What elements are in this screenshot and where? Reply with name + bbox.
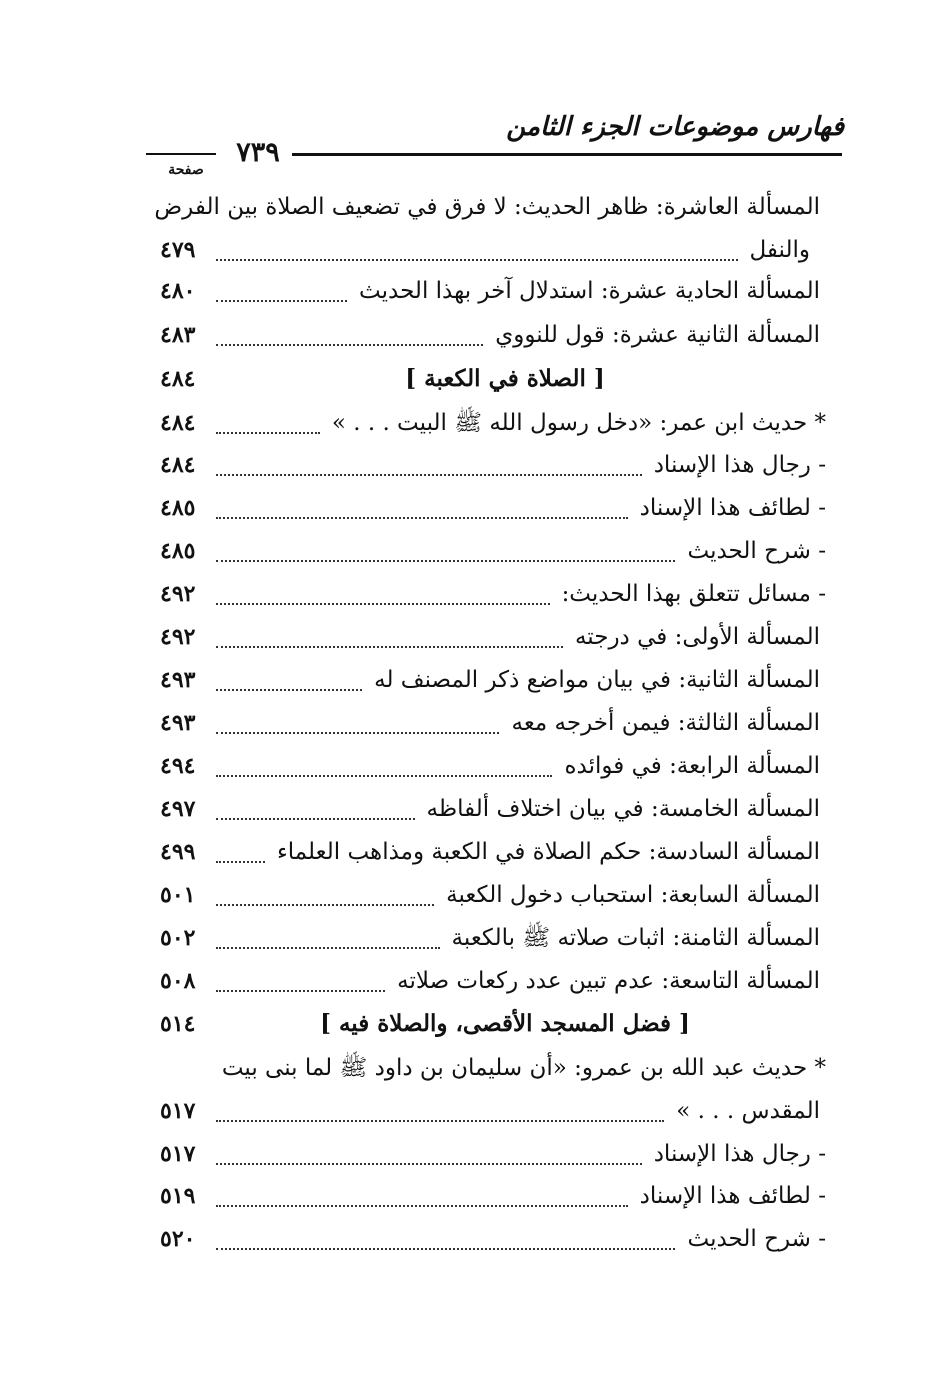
leader-dots — [216, 1163, 642, 1165]
toc-entry — [160, 1047, 850, 1089]
entry-page: ٥١٤ — [160, 1011, 196, 1037]
entry-page: ٥٠٢ — [160, 925, 196, 951]
toc-entry — [160, 229, 850, 271]
toc-entry — [160, 1175, 850, 1217]
leader-dots — [216, 517, 628, 519]
entry-title: - رجال هذا الإسناد — [653, 452, 826, 478]
leader-dots — [216, 1120, 664, 1122]
running-header-title: فهارس موضوعات الجزء الثامن — [506, 112, 844, 142]
leader-dots — [216, 689, 362, 691]
entry-page: ٤٨٠ — [160, 278, 196, 304]
entry-page: ٥٠٨ — [160, 968, 196, 994]
entry-page: ٤٨٥ — [160, 495, 196, 521]
entry-page: ٤٨٤ — [160, 410, 196, 436]
toc-entry — [160, 530, 850, 572]
leader-dots — [216, 861, 265, 863]
entry-title: المسألة الثانية: في بيان مواضع ذكر المصنف له — [374, 667, 820, 693]
entry-title: المسألة الثامنة: اثبات صلاته ﷺ بالكعبة — [451, 925, 820, 951]
entry-page: ٤٨٤ — [160, 452, 196, 478]
header-rule — [292, 153, 842, 156]
leader-dots — [216, 432, 320, 434]
toc-entry — [160, 960, 850, 1002]
entry-title: * حديث ابن عمر: «دخل رسول الله ﷺ البيت . . . » — [331, 410, 826, 436]
toc-entry — [160, 702, 850, 744]
entry-title: المقدس . . . » — [676, 1098, 820, 1124]
entry-title: المسألة الأولى: في درجته — [574, 624, 820, 650]
toc-entry — [160, 573, 850, 615]
toc-entry — [160, 487, 850, 529]
entry-page: ٤٨٣ — [160, 322, 196, 348]
toc-entry — [160, 444, 850, 486]
entry-title: - لطائف هذا الإسناد — [639, 1183, 826, 1209]
entry-title: * حديث عبد الله بن عمرو: «أن سليمان بن داود ﷺ لما بنى بيت — [221, 1055, 826, 1081]
toc-entry — [160, 659, 850, 701]
leader-dots — [216, 646, 563, 648]
leader-dots — [216, 818, 415, 820]
page-number: ٧٣٩ — [236, 137, 280, 168]
entry-page: ٤٩٩ — [160, 839, 196, 865]
toc-section-heading — [160, 358, 850, 400]
entry-page: ٤٨٤ — [160, 366, 196, 392]
leader-dots — [216, 1248, 675, 1250]
entry-title: - لطائف هذا الإسناد — [639, 495, 826, 521]
entry-page: ٤٩٢ — [160, 624, 196, 650]
toc-entry — [160, 402, 850, 444]
toc-entry — [160, 874, 850, 916]
entry-page: ٤٩٧ — [160, 796, 196, 822]
entry-title: المسألة الثانية عشرة: قول للنووي — [495, 322, 820, 348]
leader-dots — [216, 1205, 628, 1207]
toc-entry — [160, 616, 850, 658]
entry-page: ٥١٧ — [160, 1141, 196, 1167]
toc-entry — [160, 1133, 850, 1175]
toc-entry — [160, 1090, 850, 1132]
toc-entry — [160, 1218, 850, 1260]
toc-entry — [160, 270, 850, 312]
toc-entry — [154, 186, 850, 228]
entry-title: المسألة الحادية عشرة: استدلال آخر بهذا الحديث — [359, 278, 820, 304]
leader-dots — [216, 732, 499, 734]
entry-title: - شرح الحديث — [687, 1226, 826, 1252]
leader-dots — [216, 990, 385, 992]
section-title: [ الصلاة في الكعبة ] — [405, 365, 605, 392]
leader-dots — [216, 603, 550, 605]
leader-dots — [216, 259, 738, 261]
entry-page: ٤٨٥ — [160, 538, 196, 564]
page-column-label: صفحة — [168, 162, 204, 178]
page-column-rule — [146, 153, 216, 155]
toc-entry — [160, 788, 850, 830]
entry-page: ٤٩٣ — [160, 710, 196, 736]
leader-dots — [216, 560, 675, 562]
section-title: [ فضل المسجد الأقصى، والصلاة فيه ] — [320, 1010, 690, 1037]
toc-entry — [160, 314, 850, 356]
entry-title: - مسائل تتعلق بهذا الحديث: — [561, 581, 826, 607]
entry-title: المسألة الخامسة: في بيان اختلاف ألفاظه — [426, 796, 820, 822]
entry-title: المسألة السادسة: حكم الصلاة في الكعبة ومذاهب العلماء — [276, 839, 820, 865]
entry-title: - رجال هذا الإسناد — [653, 1141, 826, 1167]
leader-dots — [216, 474, 642, 476]
entry-title: - شرح الحديث — [687, 538, 826, 564]
entry-title: المسألة الرابعة: في فوائده — [564, 753, 820, 779]
leader-dots — [216, 300, 347, 302]
leader-dots — [216, 904, 434, 906]
entry-title: المسألة العاشرة: ظاهر الحديث: لا فرق في تضعيف الصلاة بين الفرض — [154, 194, 820, 220]
entry-title: المسألة السابعة: استحباب دخول الكعبة — [446, 882, 820, 908]
entry-title: والنفل — [749, 237, 810, 263]
entry-page: ٤٩٤ — [160, 753, 196, 779]
leader-dots — [216, 775, 552, 777]
entry-page: ٤٩٣ — [160, 667, 196, 693]
entry-page: ٥١٧ — [160, 1098, 196, 1124]
entry-title: المسألة الثالثة: فيمن أخرجه معه — [511, 710, 820, 736]
entry-page: ٤٧٩ — [160, 237, 196, 263]
entry-title: المسألة التاسعة: عدم تبين عدد ركعات صلاته — [397, 968, 820, 994]
leader-dots — [216, 344, 483, 346]
toc-section-heading — [160, 1003, 850, 1045]
toc-entry — [160, 917, 850, 959]
entry-page: ٥١٩ — [160, 1183, 196, 1209]
leader-dots — [216, 947, 440, 949]
entry-page: ٥٢٠ — [160, 1226, 196, 1252]
toc-entry — [160, 745, 850, 787]
entry-page: ٥٠١ — [160, 882, 196, 908]
toc-entry — [160, 831, 850, 873]
entry-page: ٤٩٢ — [160, 581, 196, 607]
